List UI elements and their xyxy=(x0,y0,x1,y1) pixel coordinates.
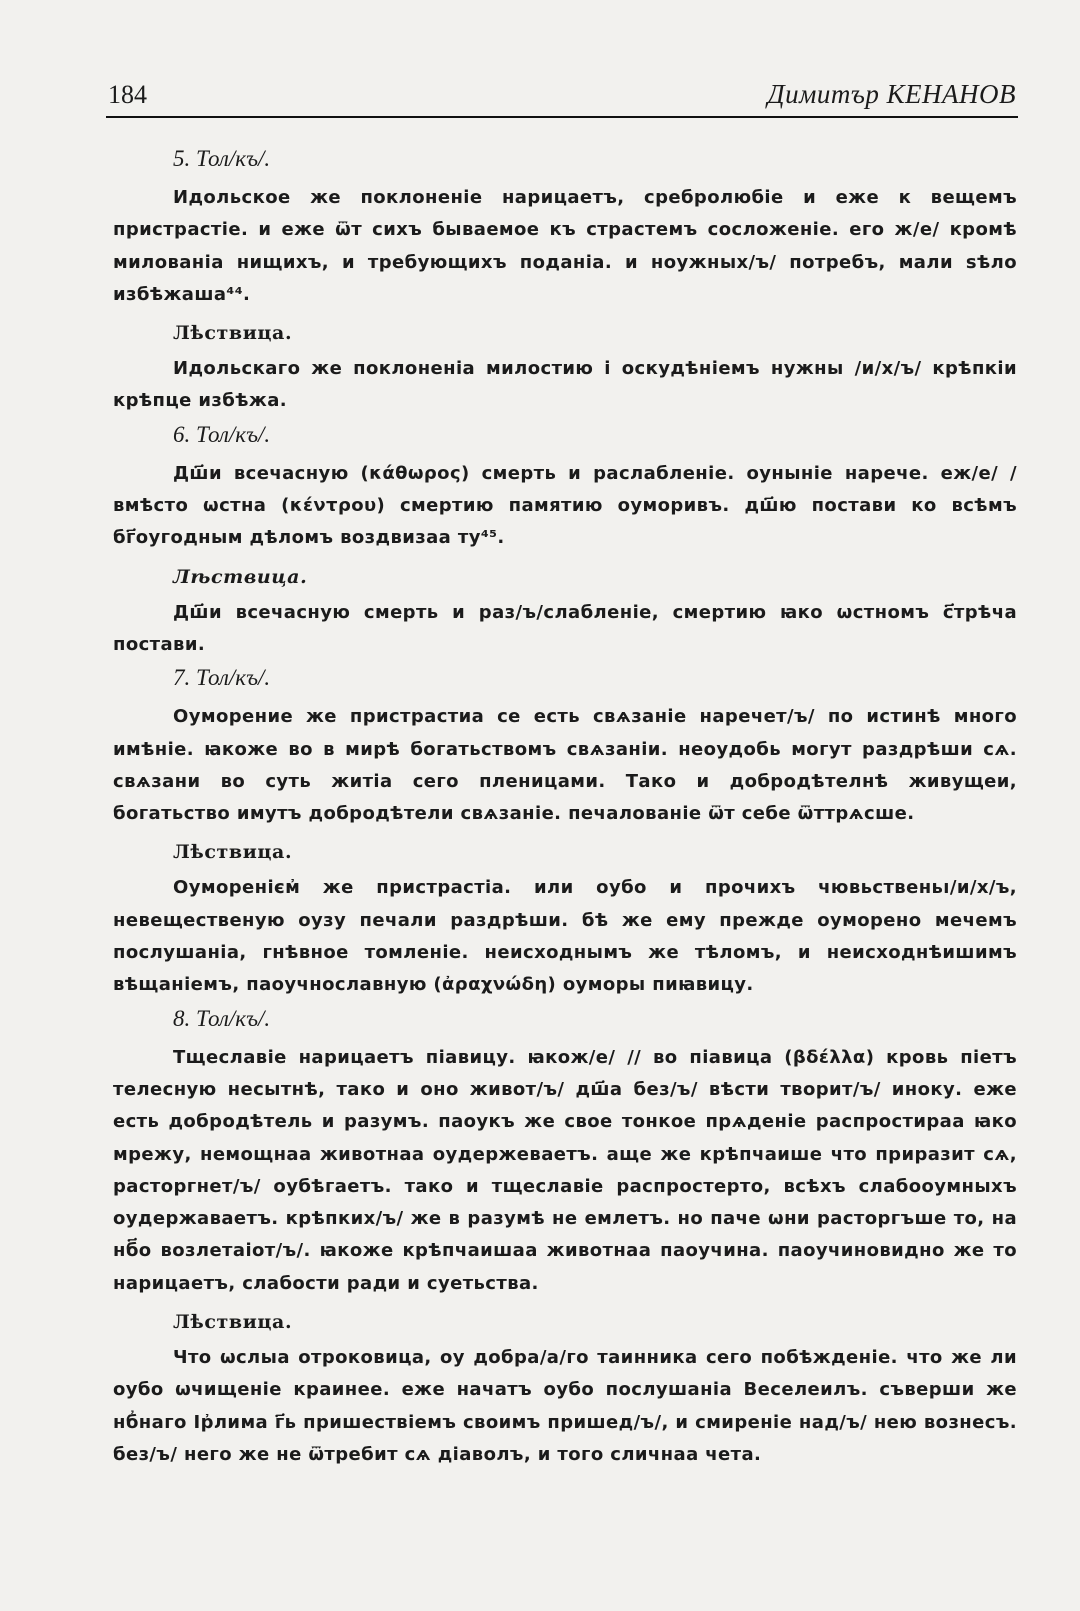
section-heading: 5. Тол/къ/. xyxy=(173,146,271,171)
section-heading: 8. Тол/къ/. xyxy=(173,1005,271,1031)
page-number: 184 xyxy=(108,80,147,109)
paragraph: Дш҃и всечасную смерть и раз/ъ/слабленіе, смертию ꙗко ѡстномъ с҃трѣча постави. xyxy=(113,601,1017,655)
paragraph: Идольское же поклоненіе нарицаетъ, сребролюбіе и еже к вещемъ пристрастіе. и еже ѿт сихъ бываемое къ страстемъ сосложеніе. его ж/е/ кромѣ милованіа нищихъ, и требующихъ поданіа. и ноужных/ъ/ потребъ, мали ѕѣло избѣжаша⁴⁴. xyxy=(113,187,1017,305)
section-6 xyxy=(113,418,1017,661)
paragraph: Идольскаго же поклоненіа милостию і оскудѣніемъ нужны /и/х/ъ/ крѣпкіи крѣпце избѣжа. xyxy=(113,358,1017,412)
page-body xyxy=(113,142,1017,1471)
running-head: Димитър КЕНАНОВ xyxy=(767,79,1016,109)
lestvica-label: Лѣствица. xyxy=(173,1311,293,1334)
paragraph: Что ѡслыа отроковица, оу добра/а/го таинника сего побѣжденіе. что же ли оубо ѡчищеніе краинее. еже начатъ оубо послушаніа Веселеилъ. съверши же нб҆наго Ір҆лима г҃ь пришествіемъ своимъ пришед/ъ/, и смиреніе над/ъ/ нею вознесъ. без/ъ/ него же не ѿтребит сѧ діаволъ, и того сличнаа чета. xyxy=(113,1347,1017,1465)
paragraph: Тщеславіе нарицаетъ піавицу. ꙗкож/е/ // во піавица (βδέλλα) кровь піетъ телесную несытнѣ, тако и оно живот/ъ/ дш҃а без/ъ/ вѣсти творит/ъ/ иноку. еже есть добродѣтель и разумъ. паоукъ же свое тонкое прѧденіе распростираа ꙗко мрежу, немощнаа животнаа оудержеваетъ. аще же крѣпчаише что приразит сѧ, расторгнет/ъ/ оубѣгаетъ. тако и тщеславіе распростерто, всѣхъ слабооумныхъ оудержаваетъ. крѣпких/ъ/ же в разумѣ не емлетъ. но паче ѡни расторгъше то, на нб҃о возлетаіот/ъ/. ꙗкоже крѣпчаишаа животнаа паоучина. паоучиновидно же то нарицаетъ, слабости ради и суетьства. xyxy=(113,1046,1017,1294)
section-7 xyxy=(113,661,1017,1001)
lestvica-label: Лѣствица. xyxy=(173,841,293,864)
section-8 xyxy=(113,1002,1017,1472)
header-rule xyxy=(106,116,1018,118)
page-header xyxy=(108,78,1016,118)
paragraph: Оуморение же пристрастиа се есть свѧзаніе наречет/ъ/ по истинѣ много имѣніе. ꙗкоже во в мирѣ богатьствомъ свѧзаніи. неоудобь могут раздрѣши сѧ. свѧзани во суть житіа сего пленицами. Тако и добродѣтелнѣ живущеи, богатьство имутъ добродѣтели свѧзаніе. печалованіе ѿт себе ѿттрѧсше. xyxy=(113,706,1017,825)
paragraph: Дш҃и всечасную (κάθωρος) смерть и раслабленіе. оуныніе нарече. еж/е/ / вмѣсто ѡстна (κέντρου) смертию памятию оуморивъ. дш҃ю постави ко всѣмъ бг҃оугодным дѣломъ воздвизаа ту⁴⁵. xyxy=(113,462,1017,549)
section-heading: 7. Тол/къ/. xyxy=(173,665,271,691)
paragraph: Оуморенієм҆ же пристрастіа. или оубо и прочихъ чювьственьı/и/х/ъ, невещественую оузу печали раздрѣши. бѣ же ему прежде оуморено мечемъ послушаніа, гнѣвное томленіе. неисходнымъ же тѣломъ, и неисходнѣишимъ вѣщаніемъ, паоучнославную (ἀραχνώδη) оуморы пиꙗвицу. xyxy=(113,877,1017,996)
lestvica-label: Лѣствица. xyxy=(173,565,308,588)
section-heading: 6. Тол/къ/. xyxy=(173,421,271,447)
section-5 xyxy=(113,142,1017,418)
lestvica-label: Лѣствица. xyxy=(173,322,293,345)
